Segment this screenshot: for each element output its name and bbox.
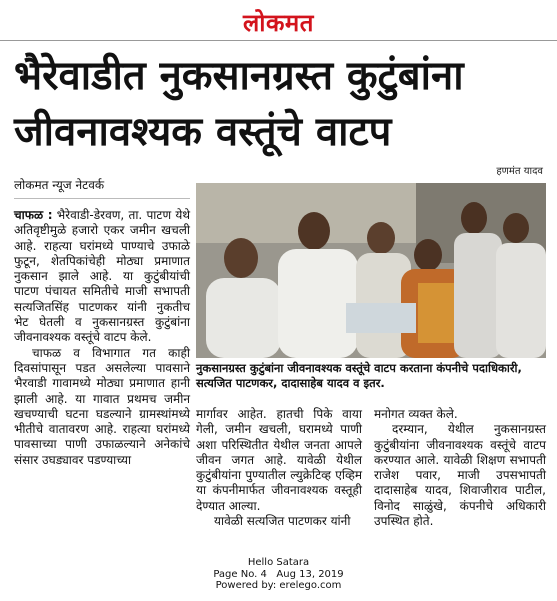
footer-page-date (0, 569, 557, 581)
article-paragraph: चाफळ व विभागात गत काही दिवसांपासून पडत असलेल्या पावसाने भैरवाडी गावामध्ये मोठ्या प्रमाणात हानी झाली आहे. या गावात प्रथमच जमीन खचण्याची घटना घडल्याने ग्रामस्थांमध्ये भीतीचे वातावरण आहे. राहत्या घरांमध्ये पावसाच्या पाणी उफाळल्याने अनेकांचे संसार उघड्यावर पडण्याच्या (14, 345, 190, 467)
footer-source: Hello Satara (247, 557, 310, 568)
article-paragraph: दरम्यान, येथील नुकसानग्रस्त कुटुंबीयांना जीवनावश्यक वस्तूंचे वाटप करण्यात आले. यावेळी शिक्षण सभापती राजेश पवार, माजी उपसभापती दादासाहेब यादव, शिवाजीराव पाटील, विनोद साळुंखे, कंपनीचे अधिकारी उपस्थित होते. (374, 422, 546, 529)
photo-byline: हणमंत यादव (496, 166, 543, 177)
footer-page-number: Page No. 4 (213, 568, 267, 580)
article-column-3 (374, 407, 546, 529)
headline-line-1: भैरेवाडीत नुकसानग्रस्त कुटुंबांना (14, 53, 464, 99)
headline-line-2: जीवनावश्यक वस्तूंचे वाटप (14, 109, 392, 155)
article-paragraph (14, 208, 190, 346)
article-paragraph: मनोगत व्यक्त केले. (374, 407, 458, 421)
photo-people-image (196, 183, 546, 358)
article-column-2 (196, 407, 362, 529)
footer-date: Aug 13, 2019 (276, 568, 344, 580)
news-photo (196, 183, 546, 358)
article-column-1 (14, 208, 190, 468)
credit-divider (14, 198, 190, 199)
lokmat-logo: लोकमत (243, 9, 314, 37)
photo-caption: नुकसानग्रस्त कुटुंबांना जीवनावश्यक वस्तूंचे वाटप करताना कंपनीचे पदाधिकारी, सत्यजित पाटणकर, दादासाहेब यादव व इतर. (196, 361, 522, 390)
news-network-credit: लोकमत न्यूज नेटवर्क (14, 178, 105, 192)
masthead-divider (0, 40, 557, 41)
masthead (0, 0, 557, 44)
article-text: भैरेवाडी-डेरवण, ता. पाटण येथे अतिवृष्टीमुळे हजारो एकर जमीन खचली आहे. राहत्या घरांमध्ये पाण्याचे उफाळे फुटून, शेतपिकांचेही मोठ्या प्रमाणात नुकसान झाले आहे. या कुटुंबीयांची पाटण पंचायत समितीचे माजी सभापती सत्यजितसिंह पाटणकर यांनी नुकतीच भेट घेतली व नुकसानग्रस्त कुटुंबांना जीवनावश्यक वस्तूंचे वाटप केले. (14, 208, 190, 345)
article-paragraph: मार्गावर आहेत. हातची पिके वाया गेली, जमीन खचली, घरामध्ये पाणी अशा परिस्थितीत येथील जनता आपले जीवन जगत आहे. यावेळी येथील कुटुंबीयांना पुण्यातील ल्युक्रेटिव्ह एव्हिम या कंपनीमार्फत जीवनावश्यक वस्तूही देण्यात आल्या. (196, 407, 362, 513)
footer-powered-by: Powered by: erelego.com (215, 580, 342, 591)
page-footer (0, 557, 557, 592)
article-dateline: चाफळ : (14, 208, 53, 222)
article-paragraph: यावेळी सत्यजित पाटणकर यांनी (214, 514, 351, 529)
